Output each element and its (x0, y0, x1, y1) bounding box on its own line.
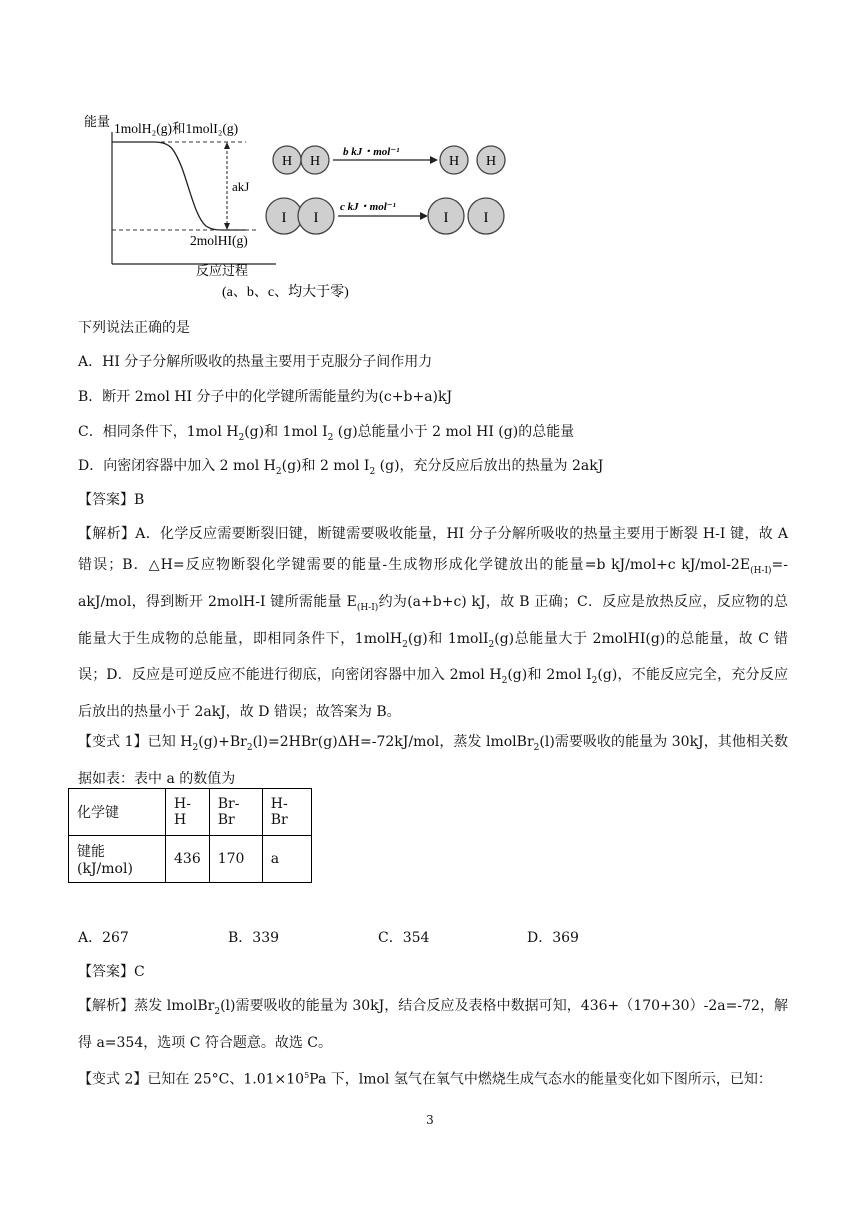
answer-2: 【答案】C (78, 964, 145, 980)
h-bond-energy-label: b kJ・mol⁻¹ (343, 146, 400, 158)
h-atom-1-label: H (281, 154, 293, 169)
h-atom-2-label: H (309, 154, 321, 169)
table-cell: 170 (209, 836, 262, 883)
gap-label: akJ (232, 179, 250, 194)
answer-1: 【答案】B (78, 492, 145, 508)
figure-caption: (a、b、c、均大于零) (222, 285, 349, 300)
variant-2-stem (78, 1066, 772, 1090)
subscript-2: 2 (327, 432, 334, 443)
option-c-text-3: (g)总能量小于 2 mol HI (g)的总能量 (333, 424, 575, 440)
explanation-1-text-7: (g)，不能反应完全，充分反应后放出的热量小于 2akJ，故 D 错误；故答案为 B。 (78, 667, 789, 721)
option-c-text-2: (g)和 1mol I (244, 424, 328, 440)
explanation-1-text-3: 约为(a+b+c) kJ，故 B 正确；C．反应是放热反应，反应物的总能量大于生成物的总能量，即相同条件下，1molH (78, 593, 788, 647)
option-d (78, 456, 603, 482)
table-header-cell: H-Br (262, 789, 311, 836)
explanation-1-text-1: 【解析】A．化学反应需要断裂旧键，断键需要吸收能量，HI 分子分解所吸收的热量主要用于断裂 H-I 键，故 A 错误；B．△H=反应物断裂化学键需要的能量-生成物形成化学键放出的能量=b kJ/mol+c kJ/mol-2E (78, 526, 788, 573)
x-axis-label: 反应过程 (196, 263, 249, 278)
gap-arrow-head-up (224, 142, 230, 149)
variant-1-option-d: D．369 (527, 930, 579, 946)
top-level-label: 1molH₂(g)和1molI₂(g) (114, 121, 239, 136)
explanation-1-text-6: (g)和 2mol I (507, 667, 592, 684)
option-c-text-1: C．相同条件下，1mol H (78, 424, 239, 440)
table-cell: a (262, 836, 311, 883)
subscript-2: 2 (238, 432, 245, 443)
bottom-level-label: 2molHI(g) (190, 233, 248, 248)
option-a: A．HI 分子分解所吸收的热量主要用于克服分子间作用力 (78, 354, 433, 370)
question-stem: 下列说法正确的是 (78, 320, 190, 336)
table-header-row (69, 789, 312, 836)
subscript-hi: (H-I) (356, 602, 379, 613)
subscript-2: 2 (533, 742, 540, 753)
variant-1-stem (78, 727, 788, 795)
explanation-2 (78, 991, 788, 1059)
table-header-cell: 化学键 (69, 789, 166, 836)
explanation-1 (78, 519, 788, 728)
subscript-2: 2 (591, 676, 598, 687)
option-c (78, 422, 574, 448)
h-bond-arrow-head (430, 156, 438, 164)
h-atom-3-label: H (448, 154, 460, 169)
variant-1-option-a: A．267 (78, 930, 129, 946)
superscript-5: 5 (304, 1071, 310, 1080)
subscript-hi: (H-I) (750, 565, 772, 576)
table-row (69, 836, 312, 883)
subscript-2: 2 (214, 1006, 221, 1017)
h-atom-4-label: H (485, 154, 497, 169)
subscript-2: 2 (501, 676, 508, 687)
y-axis-label: 能量 (84, 114, 111, 129)
variant-1-option-c: C．354 (378, 930, 430, 946)
variant-1-text-3: (l)=2HBr(g)ΔH=-72kJ/mol，蒸发 lmolBr (252, 734, 534, 750)
variant-2-text-1: 【变式 2】已知在 25°C、1.01×10 (78, 1071, 305, 1088)
variant-1-option-b: B．339 (228, 930, 280, 946)
subscript-2: 2 (369, 466, 376, 477)
gap-arrow-head-down (224, 223, 230, 230)
table-cell: 键能(kJ/mol) (69, 836, 166, 883)
variant-2-text-2: Pa 下，lmol 氢气在氧气中燃烧生成气态水的能量变化如下图所示，已知： (309, 1071, 772, 1088)
energy-curve (112, 142, 246, 230)
bond-energy-table (68, 788, 312, 883)
subscript-2: 2 (275, 466, 282, 477)
table-header-cell: Br-Br (209, 789, 262, 836)
table-cell: 436 (166, 836, 210, 883)
page-number: 3 (426, 1113, 434, 1127)
subscript-2: 2 (402, 639, 408, 650)
variant-1-text-4: (l)需要吸收的能量为 30kJ，其他相关数据如表：表中 a 的数值为 (78, 734, 788, 787)
i-atom-4-label: I (483, 210, 489, 226)
i-bond-arrow-head (420, 212, 428, 220)
subscript-2: 2 (246, 742, 253, 753)
explanation-1-text-4: (g)和 1molI (407, 630, 489, 647)
option-d-text-2: (g)和 2 mol I (281, 458, 370, 474)
subscript-2: 2 (192, 742, 199, 753)
energy-diagram-figure (78, 108, 518, 304)
explanation-2-text-2: (l)需要吸收的能量为 30kJ，结合反应及表格中数据可知，436+（170+30）-2a=-72，解得 a=354，选项 C 符合题意。故选 C。 (78, 998, 788, 1051)
i-atom-1-label: I (281, 210, 287, 226)
i-bond-energy-label: c kJ・mol⁻¹ (340, 201, 396, 213)
option-b: B．断开 2mol HI 分子中的化学键所需能量约为(c+b+a)kJ (78, 389, 453, 405)
explanation-2-text-1: 【解析】蒸发 lmolBr (78, 998, 215, 1014)
i-atom-2-label: I (313, 210, 319, 226)
variant-1-text-1: 【变式 1】已知 H (78, 734, 193, 750)
subscript-2: 2 (488, 639, 495, 650)
explanation-1-text-5: (g)总能量大于 2molHI(g)的总能量，故 C 错误；D．反应是可逆反应不能进行彻底，向密闭容器中加入 2mol H (78, 630, 788, 684)
table-header-cell: H-H (166, 789, 210, 836)
variant-1-text-2: (g)+Br (198, 734, 247, 750)
option-d-text-3: (g)，充分反应后放出的热量为 2akJ (375, 458, 604, 474)
i-atom-3-label: I (443, 210, 449, 226)
explanation-1-text-2: =-akJ/mol，得到断开 2molH-I 键所需能量 E (78, 557, 788, 610)
option-d-text-1: D．向密闭容器中加入 2 mol H (78, 458, 276, 474)
